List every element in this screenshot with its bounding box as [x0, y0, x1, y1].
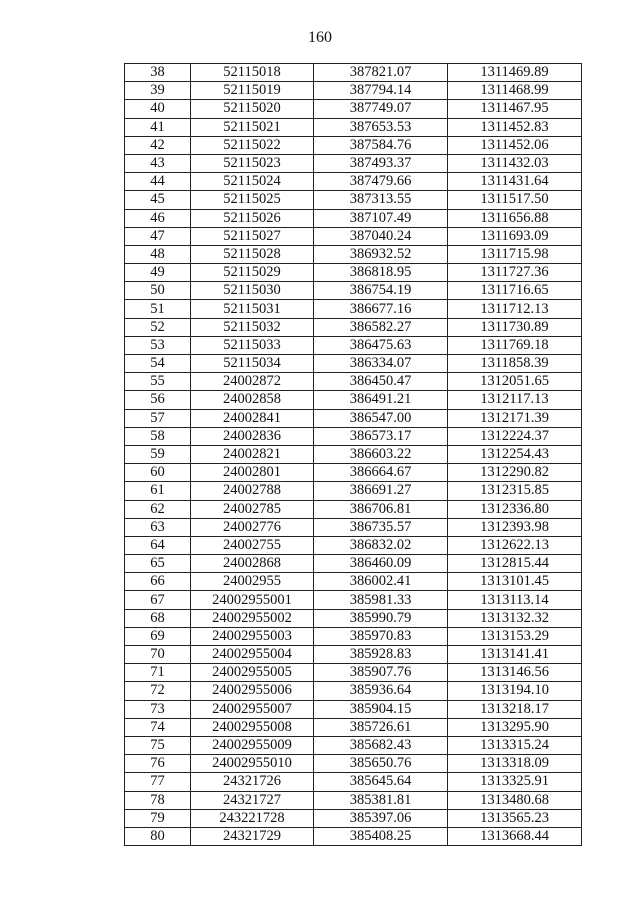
point-id-cell: 52115019 [191, 82, 314, 100]
row-index-cell: 77 [125, 773, 191, 791]
y-coordinate-cell: 1312622.13 [448, 536, 582, 554]
row-index-cell: 64 [125, 536, 191, 554]
coordinates-table [124, 63, 582, 846]
row-index-cell: 69 [125, 627, 191, 645]
table-row [125, 209, 582, 227]
table-row [125, 136, 582, 154]
y-coordinate-cell: 1313141.41 [448, 646, 582, 664]
row-index-cell: 48 [125, 245, 191, 263]
point-id-cell: 24002955005 [191, 664, 314, 682]
row-index-cell: 72 [125, 682, 191, 700]
point-id-cell: 24002955007 [191, 700, 314, 718]
point-id-cell: 24321727 [191, 791, 314, 809]
x-coordinate-cell: 385981.33 [314, 591, 448, 609]
y-coordinate-cell: 1312224.37 [448, 427, 582, 445]
x-coordinate-cell: 386754.19 [314, 282, 448, 300]
point-id-cell: 24002955002 [191, 609, 314, 627]
x-coordinate-cell: 386547.00 [314, 409, 448, 427]
y-coordinate-cell: 1313132.32 [448, 609, 582, 627]
table-row [125, 282, 582, 300]
row-index-cell: 61 [125, 482, 191, 500]
point-id-cell: 24002841 [191, 409, 314, 427]
table-row [125, 791, 582, 809]
table-row [125, 718, 582, 736]
table-row [125, 609, 582, 627]
x-coordinate-cell: 386002.41 [314, 573, 448, 591]
x-coordinate-cell: 386664.67 [314, 464, 448, 482]
x-coordinate-cell: 387040.24 [314, 227, 448, 245]
y-coordinate-cell: 1312336.80 [448, 500, 582, 518]
point-id-cell: 52115023 [191, 154, 314, 172]
table-row [125, 573, 582, 591]
x-coordinate-cell: 386573.17 [314, 427, 448, 445]
x-coordinate-cell: 385990.79 [314, 609, 448, 627]
x-coordinate-cell: 386460.09 [314, 555, 448, 573]
row-index-cell: 66 [125, 573, 191, 591]
y-coordinate-cell: 1313480.68 [448, 791, 582, 809]
table-row [125, 391, 582, 409]
y-coordinate-cell: 1311769.18 [448, 336, 582, 354]
table-row [125, 318, 582, 336]
point-id-cell: 24002868 [191, 555, 314, 573]
y-coordinate-cell: 1313325.91 [448, 773, 582, 791]
x-coordinate-cell: 386818.95 [314, 264, 448, 282]
x-coordinate-cell: 385904.15 [314, 700, 448, 718]
row-index-cell: 38 [125, 64, 191, 82]
y-coordinate-cell: 1311712.13 [448, 300, 582, 318]
y-coordinate-cell: 1313113.14 [448, 591, 582, 609]
y-coordinate-cell: 1311452.06 [448, 136, 582, 154]
point-id-cell: 52115034 [191, 355, 314, 373]
point-id-cell: 52115032 [191, 318, 314, 336]
table-row [125, 482, 582, 500]
x-coordinate-cell: 385408.25 [314, 827, 448, 845]
table-row [125, 409, 582, 427]
point-id-cell: 24002836 [191, 427, 314, 445]
y-coordinate-cell: 1312315.85 [448, 482, 582, 500]
y-coordinate-cell: 1311716.65 [448, 282, 582, 300]
point-id-cell: 24002955009 [191, 736, 314, 754]
point-id-cell: 24002755 [191, 536, 314, 554]
table-row [125, 373, 582, 391]
y-coordinate-cell: 1313218.17 [448, 700, 582, 718]
point-id-cell: 24321729 [191, 827, 314, 845]
table-row [125, 64, 582, 82]
row-index-cell: 79 [125, 809, 191, 827]
row-index-cell: 62 [125, 500, 191, 518]
y-coordinate-cell: 1312290.82 [448, 464, 582, 482]
row-index-cell: 54 [125, 355, 191, 373]
row-index-cell: 75 [125, 736, 191, 754]
y-coordinate-cell: 1311656.88 [448, 209, 582, 227]
page-number: 160 [308, 29, 332, 46]
x-coordinate-cell: 385645.64 [314, 773, 448, 791]
row-index-cell: 57 [125, 409, 191, 427]
y-coordinate-cell: 1312393.98 [448, 518, 582, 536]
table-row [125, 646, 582, 664]
table-row [125, 682, 582, 700]
y-coordinate-cell: 1311715.98 [448, 245, 582, 263]
x-coordinate-cell: 387653.53 [314, 118, 448, 136]
table-row [125, 154, 582, 172]
x-coordinate-cell: 385650.76 [314, 755, 448, 773]
point-id-cell: 24002955006 [191, 682, 314, 700]
table-row [125, 500, 582, 518]
y-coordinate-cell: 1311468.99 [448, 82, 582, 100]
table-row [125, 773, 582, 791]
y-coordinate-cell: 1312051.65 [448, 373, 582, 391]
x-coordinate-cell: 387107.49 [314, 209, 448, 227]
point-id-cell: 52115024 [191, 173, 314, 191]
table-row [125, 118, 582, 136]
row-index-cell: 74 [125, 718, 191, 736]
y-coordinate-cell: 1313146.56 [448, 664, 582, 682]
row-index-cell: 41 [125, 118, 191, 136]
y-coordinate-cell: 1311727.36 [448, 264, 582, 282]
x-coordinate-cell: 386450.47 [314, 373, 448, 391]
point-id-cell: 52115026 [191, 209, 314, 227]
point-id-cell: 52115018 [191, 64, 314, 82]
row-index-cell: 70 [125, 646, 191, 664]
table-body [125, 64, 582, 846]
x-coordinate-cell: 386691.27 [314, 482, 448, 500]
x-coordinate-cell: 386334.07 [314, 355, 448, 373]
table-row [125, 627, 582, 645]
x-coordinate-cell: 385682.43 [314, 736, 448, 754]
row-index-cell: 63 [125, 518, 191, 536]
point-id-cell: 24321726 [191, 773, 314, 791]
x-coordinate-cell: 386735.57 [314, 518, 448, 536]
row-index-cell: 65 [125, 555, 191, 573]
table-row [125, 464, 582, 482]
y-coordinate-cell: 1311693.09 [448, 227, 582, 245]
point-id-cell: 52115020 [191, 100, 314, 118]
y-coordinate-cell: 1313318.09 [448, 755, 582, 773]
y-coordinate-cell: 1313194.10 [448, 682, 582, 700]
table-row [125, 700, 582, 718]
table-row [125, 664, 582, 682]
row-index-cell: 71 [125, 664, 191, 682]
y-coordinate-cell: 1311467.95 [448, 100, 582, 118]
row-index-cell: 53 [125, 336, 191, 354]
point-id-cell: 24002858 [191, 391, 314, 409]
row-index-cell: 49 [125, 264, 191, 282]
x-coordinate-cell: 387493.37 [314, 154, 448, 172]
x-coordinate-cell: 386582.27 [314, 318, 448, 336]
point-id-cell: 243221728 [191, 809, 314, 827]
table-row [125, 100, 582, 118]
point-id-cell: 24002821 [191, 445, 314, 463]
y-coordinate-cell: 1311858.39 [448, 355, 582, 373]
row-index-cell: 59 [125, 445, 191, 463]
x-coordinate-cell: 386491.21 [314, 391, 448, 409]
row-index-cell: 44 [125, 173, 191, 191]
table-row [125, 355, 582, 373]
y-coordinate-cell: 1312171.39 [448, 409, 582, 427]
row-index-cell: 40 [125, 100, 191, 118]
x-coordinate-cell: 387584.76 [314, 136, 448, 154]
point-id-cell: 24002955010 [191, 755, 314, 773]
y-coordinate-cell: 1313101.45 [448, 573, 582, 591]
x-coordinate-cell: 385397.06 [314, 809, 448, 827]
point-id-cell: 24002776 [191, 518, 314, 536]
row-index-cell: 73 [125, 700, 191, 718]
y-coordinate-cell: 1311432.03 [448, 154, 582, 172]
point-id-cell: 24002955001 [191, 591, 314, 609]
table-row [125, 755, 582, 773]
row-index-cell: 50 [125, 282, 191, 300]
y-coordinate-cell: 1313153.29 [448, 627, 582, 645]
x-coordinate-cell: 387794.14 [314, 82, 448, 100]
table-row [125, 264, 582, 282]
table-row [125, 555, 582, 573]
y-coordinate-cell: 1312117.13 [448, 391, 582, 409]
x-coordinate-cell: 385928.83 [314, 646, 448, 664]
row-index-cell: 52 [125, 318, 191, 336]
point-id-cell: 24002955003 [191, 627, 314, 645]
point-id-cell: 52115022 [191, 136, 314, 154]
x-coordinate-cell: 386475.63 [314, 336, 448, 354]
x-coordinate-cell: 387821.07 [314, 64, 448, 82]
y-coordinate-cell: 1312815.44 [448, 555, 582, 573]
table-row [125, 536, 582, 554]
point-id-cell: 52115025 [191, 191, 314, 209]
x-coordinate-cell: 385936.64 [314, 682, 448, 700]
point-id-cell: 24002955004 [191, 646, 314, 664]
x-coordinate-cell: 387749.07 [314, 100, 448, 118]
x-coordinate-cell: 385381.81 [314, 791, 448, 809]
row-index-cell: 56 [125, 391, 191, 409]
y-coordinate-cell: 1313668.44 [448, 827, 582, 845]
table-row [125, 245, 582, 263]
x-coordinate-cell: 386932.52 [314, 245, 448, 263]
x-coordinate-cell: 386832.02 [314, 536, 448, 554]
y-coordinate-cell: 1311517.50 [448, 191, 582, 209]
row-index-cell: 68 [125, 609, 191, 627]
row-index-cell: 78 [125, 791, 191, 809]
point-id-cell: 24002785 [191, 500, 314, 518]
row-index-cell: 43 [125, 154, 191, 172]
y-coordinate-cell: 1313565.23 [448, 809, 582, 827]
table-row [125, 227, 582, 245]
point-id-cell: 52115031 [191, 300, 314, 318]
table-row [125, 518, 582, 536]
y-coordinate-cell: 1312254.43 [448, 445, 582, 463]
point-id-cell: 24002955008 [191, 718, 314, 736]
table-row [125, 445, 582, 463]
y-coordinate-cell: 1313295.90 [448, 718, 582, 736]
row-index-cell: 67 [125, 591, 191, 609]
row-index-cell: 39 [125, 82, 191, 100]
table-row [125, 82, 582, 100]
row-index-cell: 80 [125, 827, 191, 845]
row-index-cell: 46 [125, 209, 191, 227]
row-index-cell: 45 [125, 191, 191, 209]
x-coordinate-cell: 385907.76 [314, 664, 448, 682]
point-id-cell: 52115028 [191, 245, 314, 263]
x-coordinate-cell: 385970.83 [314, 627, 448, 645]
point-id-cell: 24002955 [191, 573, 314, 591]
row-index-cell: 51 [125, 300, 191, 318]
x-coordinate-cell: 386677.16 [314, 300, 448, 318]
x-coordinate-cell: 386706.81 [314, 500, 448, 518]
point-id-cell: 24002801 [191, 464, 314, 482]
table-row [125, 827, 582, 845]
x-coordinate-cell: 386603.22 [314, 445, 448, 463]
x-coordinate-cell: 387313.55 [314, 191, 448, 209]
table-row [125, 736, 582, 754]
row-index-cell: 60 [125, 464, 191, 482]
table-row [125, 591, 582, 609]
y-coordinate-cell: 1311469.89 [448, 64, 582, 82]
row-index-cell: 58 [125, 427, 191, 445]
y-coordinate-cell: 1311431.64 [448, 173, 582, 191]
point-id-cell: 24002788 [191, 482, 314, 500]
table-row [125, 809, 582, 827]
row-index-cell: 76 [125, 755, 191, 773]
point-id-cell: 52115030 [191, 282, 314, 300]
point-id-cell: 52115027 [191, 227, 314, 245]
row-index-cell: 55 [125, 373, 191, 391]
point-id-cell: 24002872 [191, 373, 314, 391]
table-row [125, 173, 582, 191]
row-index-cell: 47 [125, 227, 191, 245]
x-coordinate-cell: 387479.66 [314, 173, 448, 191]
point-id-cell: 52115021 [191, 118, 314, 136]
y-coordinate-cell: 1311730.89 [448, 318, 582, 336]
table-row [125, 300, 582, 318]
row-index-cell: 42 [125, 136, 191, 154]
table-row [125, 427, 582, 445]
table-row [125, 336, 582, 354]
table-row [125, 191, 582, 209]
point-id-cell: 52115029 [191, 264, 314, 282]
point-id-cell: 52115033 [191, 336, 314, 354]
y-coordinate-cell: 1313315.24 [448, 736, 582, 754]
y-coordinate-cell: 1311452.83 [448, 118, 582, 136]
x-coordinate-cell: 385726.61 [314, 718, 448, 736]
